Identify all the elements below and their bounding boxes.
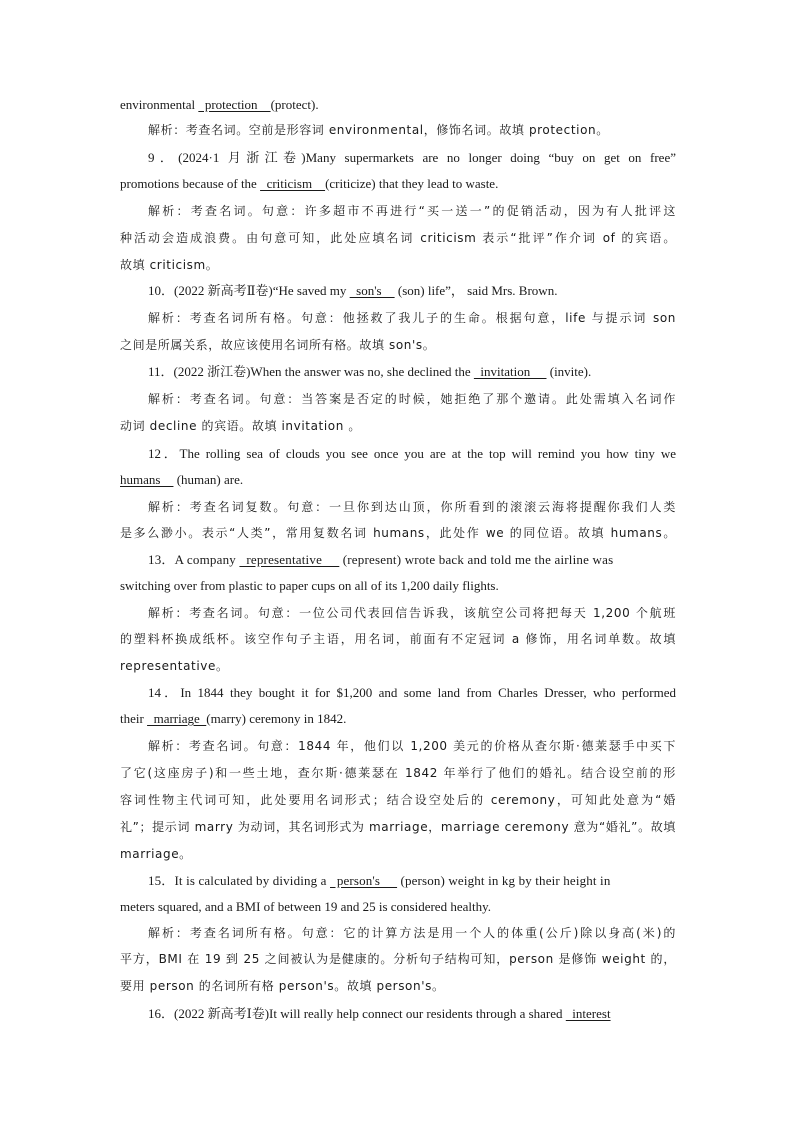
explanation-line: marriage。 [120,847,192,861]
text-line [120,472,676,488]
question-11 [148,364,676,380]
text-line: switching over from plastic to paper cups on all of its 1,200 daily flights. [120,578,499,593]
answer-blank: representative [239,552,340,567]
line-text: (invite). [546,364,592,379]
explanation-line: 是多么渺小。表示“人类”，常用复数名词 humans，此处作 we 的同位语。故填 humans。 [120,526,676,540]
line-text: (human) are. [173,472,244,487]
answer-blank: invitation [473,364,547,379]
explanation-line: 种活动会造成浪费。由句意可知，此处应填名词 criticism 表示“批评”作介词 of 的宾语。 [120,231,676,245]
explanation-line: 要用 person 的名词所有格 person's。故填 person's。 [120,979,445,993]
question-14: 14．In 1844 they bought it for $1,200 and some land from Charles Dresser, who performed [148,685,676,700]
explanation-line: 解析：考查名词所有格。句意：他拯救了我儿子的生命。根据句意，life 与提示词 son [148,311,676,325]
explanation-line: 解析：考查名词。句意：一位公司代表回信告诉我，该航空公司将把每天 1,200 个航班 [148,606,676,620]
text-line: meters squared, and a BMI of between 19 and 25 is considered healthy. [120,899,491,914]
explanation-line: 之间是所属关系，故应该使用名词所有格。故填 son's。 [120,338,436,352]
explanation-line: 解析：考查名词。句意：当答案是否定的时候，她拒绝了那个邀请。此处需填入名词作 [148,392,676,406]
line-text: 11．(2022 浙江卷)When the answer was no, she declined the [148,364,474,379]
explanation-line: 解析：考查名词。空前是形容词 environmental，修饰名词。故填 protection。 [148,123,609,137]
line-text: (son) life”， said Mrs. Brown. [394,283,558,298]
text-line [120,97,676,113]
question-16 [148,1006,676,1022]
line-text: 13．A company [148,552,240,567]
question-10 [148,283,676,299]
answer-blank: criticism [260,176,326,191]
text-line [120,711,676,727]
explanation-line: 解析：考查名词所有格。句意：它的计算方法是用一个人的体重(公斤)除以身高(米)的 [148,926,676,940]
explanation-line: 解析：考查名词。句意：许多超市不再进行“买一送一”的促销活动，因为有人批评这 [148,204,676,218]
line-text: 10．(2022 新高考Ⅱ卷)“He saved my [148,283,350,298]
explanation-line: representative。 [120,659,229,673]
line-text: (criticize) that they lead to waste. [325,176,499,191]
explanation-line: 解析：考查名词复数。句意：一旦你到达山顶，你所看到的滚滚云海将提醒你我们人类 [148,500,676,514]
line-text: 16．(2022 新高考Ⅰ卷)It will really help connect our residents through a shared [148,1006,566,1021]
explanation-line: 了它(这座房子)和一些土地，查尔斯·德莱瑟在 1842 年举行了他们的婚礼。结合设空前的形 [120,766,676,780]
question-9: 9．(2024·1 月浙江卷)Many supermarkets are no longer doing “buy on get on free” [148,150,676,165]
answer-blank: son's [349,283,395,298]
explanation-line: 容词性物主代词可知，此处要用名词形式；结合设空处后的 ceremony，可知此处意为“婚 [120,793,676,807]
explanation-line: 动词 decline 的宾语。故填 invitation 。 [120,419,361,433]
question-12: 12．The rolling sea of clouds you see once you are at the top will remind you how tiny we [148,446,676,461]
line-text: (person) weight in kg by their height in [397,873,611,888]
line-text: their [120,711,148,726]
explanation-line: 故填 criticism。 [120,258,219,272]
question-15 [148,873,676,889]
answer-blank: humans [120,472,174,487]
explanation-line: 礼”；提示词 marry 为动词，其名词形式为 marriage，marriage ceremony 意为“婚礼”。故填 [120,820,676,834]
line-text: (marry) ceremony in 1842. [206,711,347,726]
explanation-line: 的塑料杯换成纸杯。该空作句子主语，用名词，前面有不定冠词 a 修饰，用名词单数。故填 [120,632,676,646]
line-text: environmental [120,97,199,112]
explanation-line: 平方，BMI 在 19 到 25 之间被认为是健康的。分析句子结构可知，person 是修饰 weight 的， [120,952,676,966]
question-13 [148,552,676,568]
answer-blank: protection [198,97,271,112]
explanation-line: 解析：考查名词。句意：1844 年，他们以 1,200 美元的价格从查尔斯·德莱瑟手中买下 [148,739,676,753]
answer-blank: marriage [147,711,207,726]
answer-blank: person's [330,873,398,888]
answer-blank: interest [565,1006,611,1021]
line-text: 15．It is calculated by dividing a [148,873,331,888]
line-text: (protect). [270,97,319,112]
line-text: promotions because of the [120,176,261,191]
text-line [120,176,676,192]
line-text: (represent) wrote back and told me the airline was [339,552,614,567]
